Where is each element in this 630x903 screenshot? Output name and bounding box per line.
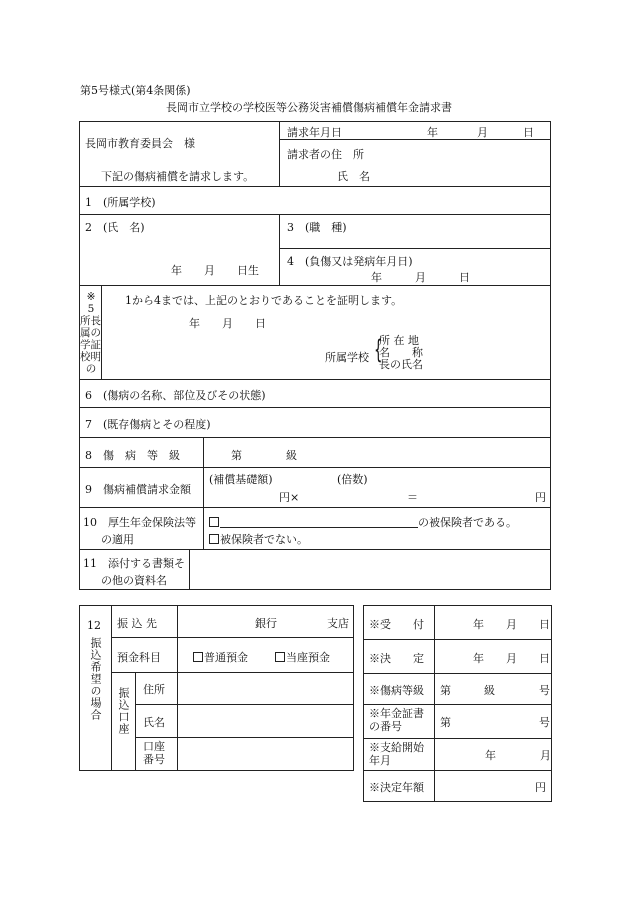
account-name-label: 氏名 xyxy=(143,716,165,729)
certification-fields xyxy=(379,335,423,371)
field-name: 2 (氏 名) xyxy=(85,221,145,234)
office-cert-label: ※年金証書の番号 xyxy=(369,707,424,733)
checkbox-icon[interactable] xyxy=(209,517,219,527)
attachments-label-1: 11 添付する書類そ xyxy=(83,557,185,570)
section-grade-value: 第 級 xyxy=(231,449,297,462)
form-number: 第5号様式(第4条関係) xyxy=(80,84,191,97)
main-form xyxy=(79,121,550,589)
office-start-value: 年 月 xyxy=(485,749,551,762)
account-number-label: 口座番号 xyxy=(143,740,165,766)
account-address-label: 住所 xyxy=(143,683,165,696)
request-date-label: 請求年月日 xyxy=(287,126,342,139)
checkbox-icon[interactable] xyxy=(275,652,285,662)
deposit-type-label: 預金科目 xyxy=(117,651,161,664)
office-start-label: ※支給開始年月 xyxy=(369,741,424,767)
field-injury-date-label: 4 (負傷又は発病年月日) xyxy=(287,255,413,268)
pension-option-insured[interactable] xyxy=(209,514,517,530)
section-existing-injury: 7 (既存傷病とその程度) xyxy=(85,418,211,431)
section-claim-label: 9 傷病補償請求金額 xyxy=(85,483,191,496)
equals-sign: ＝ xyxy=(407,491,418,504)
deposit-current-label: 当座預金 xyxy=(286,651,330,664)
field-school: 1 (所属学校) xyxy=(85,196,156,209)
certification-school-label: 所属学校 xyxy=(325,351,369,364)
addressee-name: 長岡市教育委員会 様 xyxy=(85,137,195,150)
office-decided-label: ※決 定 xyxy=(369,652,424,665)
field-occupation: 3 (職 種) xyxy=(287,221,347,234)
request-text: 下記の傷病補償を請求します。 xyxy=(101,170,255,183)
section-injury-name: 6 (傷病の名称、部位及びその状態) xyxy=(85,389,266,402)
request-year: 年 xyxy=(427,126,438,139)
bank-name-suffix: 銀行 xyxy=(255,617,277,630)
requester-address-label: 請求者の住 所 xyxy=(287,148,364,161)
base-amount-label: (補償基礎額) xyxy=(209,473,273,486)
bank-dest-label: 振 込 先 xyxy=(117,617,157,630)
bank-transfer-box xyxy=(79,605,353,770)
requester-name-label: 氏 名 xyxy=(337,170,370,183)
deposit-ordinary[interactable] xyxy=(193,649,248,665)
bank-section-number: 12 xyxy=(87,619,101,632)
certification-side-label: ※ 5 所長 属の 学証 校明 の xyxy=(80,291,101,375)
multiplier-label: (倍数) xyxy=(337,473,368,486)
pension-option-not-insured[interactable] xyxy=(209,531,308,547)
yen-times: 円× xyxy=(279,491,300,504)
attachments-label-2: の他の資料名 xyxy=(101,574,167,587)
office-grade-label: ※傷病等級 xyxy=(369,684,424,697)
bank-branch-suffix: 支店 xyxy=(327,617,349,630)
certification-statement: 1から4までは、上記のとおりであることを証明します。 xyxy=(125,294,403,307)
form-title: 長岡市立学校の学校医等公務災害補償傷病補償年金請求書 xyxy=(166,101,452,114)
account-side-label: 振込口座 xyxy=(117,687,130,735)
bank-side-label: 振込希望の場合 xyxy=(89,637,102,721)
deposit-current[interactable] xyxy=(275,649,330,665)
office-decided-date: 年 月 日 xyxy=(473,652,550,665)
office-amount-yen: 円 xyxy=(535,781,546,794)
brace-icon: { xyxy=(374,335,383,365)
request-day: 日 xyxy=(523,126,534,139)
insured-suffix: の被保険者である。 xyxy=(418,516,517,529)
office-grade-value: 第 級 号 xyxy=(440,684,550,697)
pension-law-label-2: の適用 xyxy=(101,533,134,546)
section-grade-label: 8 傷 病 等 級 xyxy=(85,449,180,462)
certification-head: 長の氏名 xyxy=(379,358,423,371)
insurance-type-blank[interactable] xyxy=(220,517,418,528)
office-received-date: 年 月 日 xyxy=(473,618,550,631)
field-birthdate: 年 月 日生 xyxy=(171,264,259,277)
office-cert-value: 第 号 xyxy=(440,716,550,729)
certification-addr: 所 在 地 xyxy=(379,334,419,347)
checkbox-icon[interactable] xyxy=(193,652,203,662)
yen-total: 円 xyxy=(535,491,546,504)
office-received-label: ※受 付 xyxy=(369,618,424,631)
office-use-box xyxy=(363,605,551,801)
not-insured-text: 被保険者でない。 xyxy=(220,533,308,546)
checkbox-icon[interactable] xyxy=(209,534,219,544)
deposit-ordinary-label: 普通預金 xyxy=(204,651,248,664)
certification-date: 年 月 日 xyxy=(189,317,266,330)
certification-name: 名 称 xyxy=(379,346,423,359)
field-injury-date: 年 月 日 xyxy=(371,271,470,284)
pension-law-label-1: 10 厚生年金保険法等 xyxy=(83,516,196,529)
office-amount-label: ※決定年額 xyxy=(369,781,424,794)
request-month: 月 xyxy=(477,126,488,139)
